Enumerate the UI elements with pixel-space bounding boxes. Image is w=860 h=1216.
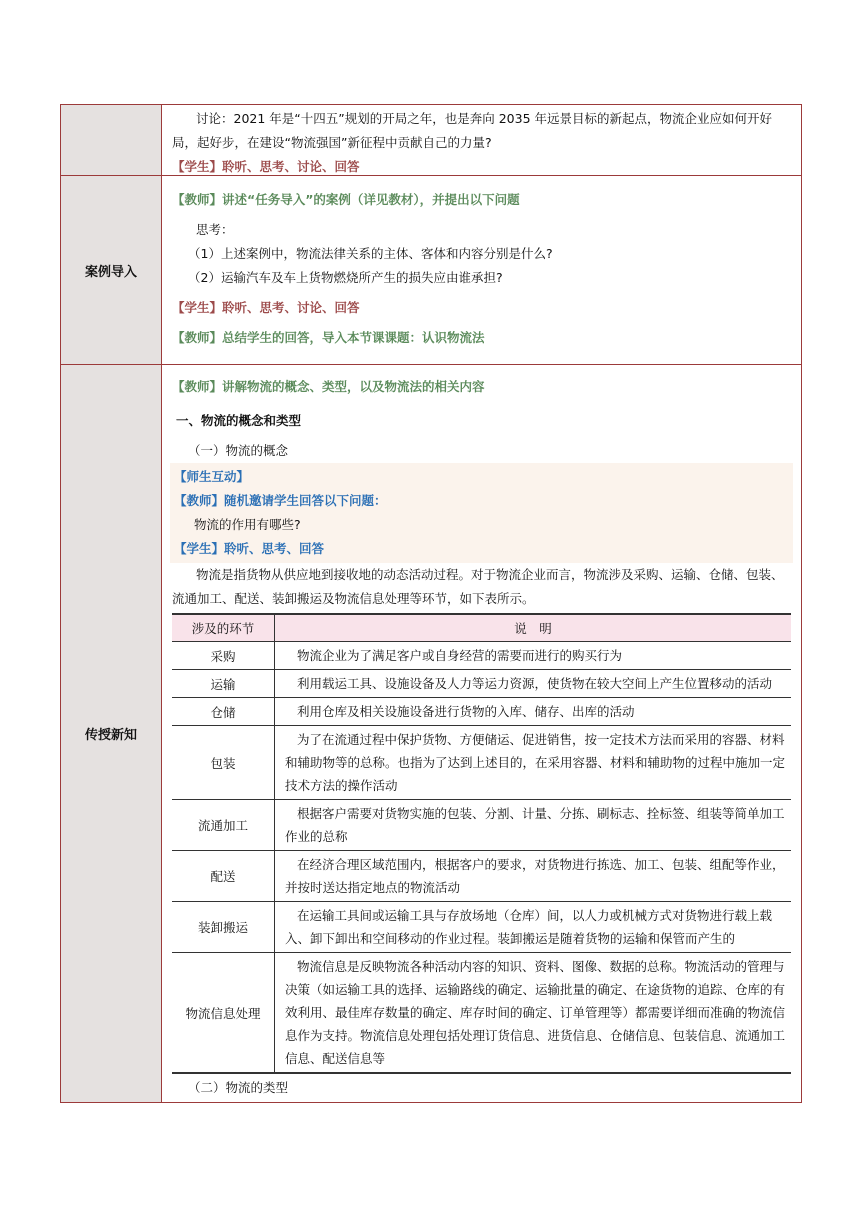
logistics-table xyxy=(172,613,791,1074)
link-desc: 利用载运工具、设施设备及人力等运力资源，使货物在较大空间上产生位置移动的活动 xyxy=(275,670,792,698)
logistics-paragraph: 物流是指货物从供应地到接收地的动态活动过程。对于物流企业而言，物流涉及采购、运输、仓储、包装、流通加工、配送、装卸搬运及物流信息处理等环节，如下表所示。 xyxy=(172,567,784,606)
link-name: 仓储 xyxy=(172,698,275,726)
subsection-heading: （一）物流的概念 xyxy=(188,443,289,458)
table-row xyxy=(172,851,791,902)
question-text: 物流的作用有哪些? xyxy=(194,517,301,532)
interaction-box xyxy=(170,463,793,563)
subsection-heading-2: （二）物流的类型 xyxy=(188,1080,289,1095)
header-link: 涉及的环节 xyxy=(172,614,275,642)
link-desc: 在经济合理区域范围内，根据客户的要求，对货物进行拣选、加工、包装、组配等作业，并按时送达指定地点的物流活动 xyxy=(275,851,792,902)
table-row xyxy=(172,698,791,726)
link-desc: 根据客户需要对货物实施的包装、分割、计量、分拣、刷标志、拴标签、组装等简单加工作业的总称 xyxy=(275,800,792,851)
row-label-knowledge: 传授新知 xyxy=(61,365,162,1102)
link-name: 采购 xyxy=(172,642,275,670)
teacher-question-note: 【教师】随机邀请学生回答以下问题： xyxy=(174,493,387,508)
row-label-case: 案例导入 xyxy=(61,176,162,364)
row-case-intro xyxy=(61,176,801,365)
link-desc: 物流企业为了满足客户或自身经营的需要而进行的购买行为 xyxy=(275,642,792,670)
link-desc: 在运输工具间或运输工具与存放场地（仓库）间，以人力或机械方式对货物进行载上载入、卸下卸出和空间移动的作业过程。装卸搬运是随着货物的运输和保管而产生的 xyxy=(275,902,792,953)
link-name: 配送 xyxy=(172,851,275,902)
table-row xyxy=(172,642,791,670)
teacher-summary: 【教师】总结学生的回答，导入本节课课题：认识物流法 xyxy=(172,330,485,345)
question-2: （2）运输汽车及车上货物燃烧所产生的损失应由谁承担? xyxy=(188,270,503,285)
question-1: （1）上述案例中，物流法律关系的主体、客体和内容分别是什么? xyxy=(188,246,553,261)
table-row xyxy=(172,726,791,800)
link-name: 运输 xyxy=(172,670,275,698)
teacher-note: 【教师】讲解物流的概念、类型，以及物流法的相关内容 xyxy=(172,379,485,394)
student-note: 【学生】聆听、思考、讨论、回答 xyxy=(172,300,360,315)
student-note: 【学生】聆听、思考、讨论、回答 xyxy=(172,159,360,174)
teacher-note: 【教师】讲述“任务导入”的案例（详见教材），并提出以下问题 xyxy=(172,192,520,207)
row-discussion xyxy=(61,105,801,176)
table-row xyxy=(172,800,791,851)
header-desc: 说 明 xyxy=(275,614,792,642)
section-heading: 一、物流的概念和类型 xyxy=(176,413,302,428)
row-new-knowledge xyxy=(61,365,801,1102)
link-desc: 利用仓库及相关设施设备进行货物的入库、储存、出库的活动 xyxy=(275,698,792,726)
row-label xyxy=(61,105,162,175)
link-name: 物流信息处理 xyxy=(172,953,275,1074)
link-name: 装卸搬运 xyxy=(172,902,275,953)
link-name: 包装 xyxy=(172,726,275,800)
think-label: 思考： xyxy=(196,222,234,237)
link-desc: 为了在流通过程中保护货物、方便储运、促进销售，按一定技术方法而采用的容器、材料和辅助物等的总称。也指为了达到上述目的，在采用容器、材料和辅助物的过程中施加一定技术方法的操作活动 xyxy=(275,726,792,800)
student-note: 【学生】聆听、思考、回答 xyxy=(174,541,325,556)
table-row xyxy=(172,670,791,698)
interaction-label: 【师生互动】 xyxy=(174,469,250,484)
table-row xyxy=(172,902,791,953)
table-row xyxy=(172,953,791,1074)
lesson-table xyxy=(60,104,802,1103)
discussion-text: 讨论：2021 年是“十四五”规划的开局之年，也是奔向 2035 年远景目标的新起点，物流企业应如何开好局，起好步，在建设“物流强国”新征程中贡献自己的力量? xyxy=(172,111,772,150)
link-desc: 物流信息是反映物流各种活动内容的知识、资料、图像、数据的总称。物流活动的管理与决策（如运输工具的选择、运输路线的确定、运输批量的确定、在途货物的追踪、仓库的有效利用、最佳库存数量的确定、库存时间的确定、订单管理等）都需要详细而准确的物流信息作为支持。物流信息处理包括处理订货信息、进货信息、仓储信息、包装信息、流通加工信息、配送信息等 xyxy=(275,953,792,1074)
link-name: 流通加工 xyxy=(172,800,275,851)
